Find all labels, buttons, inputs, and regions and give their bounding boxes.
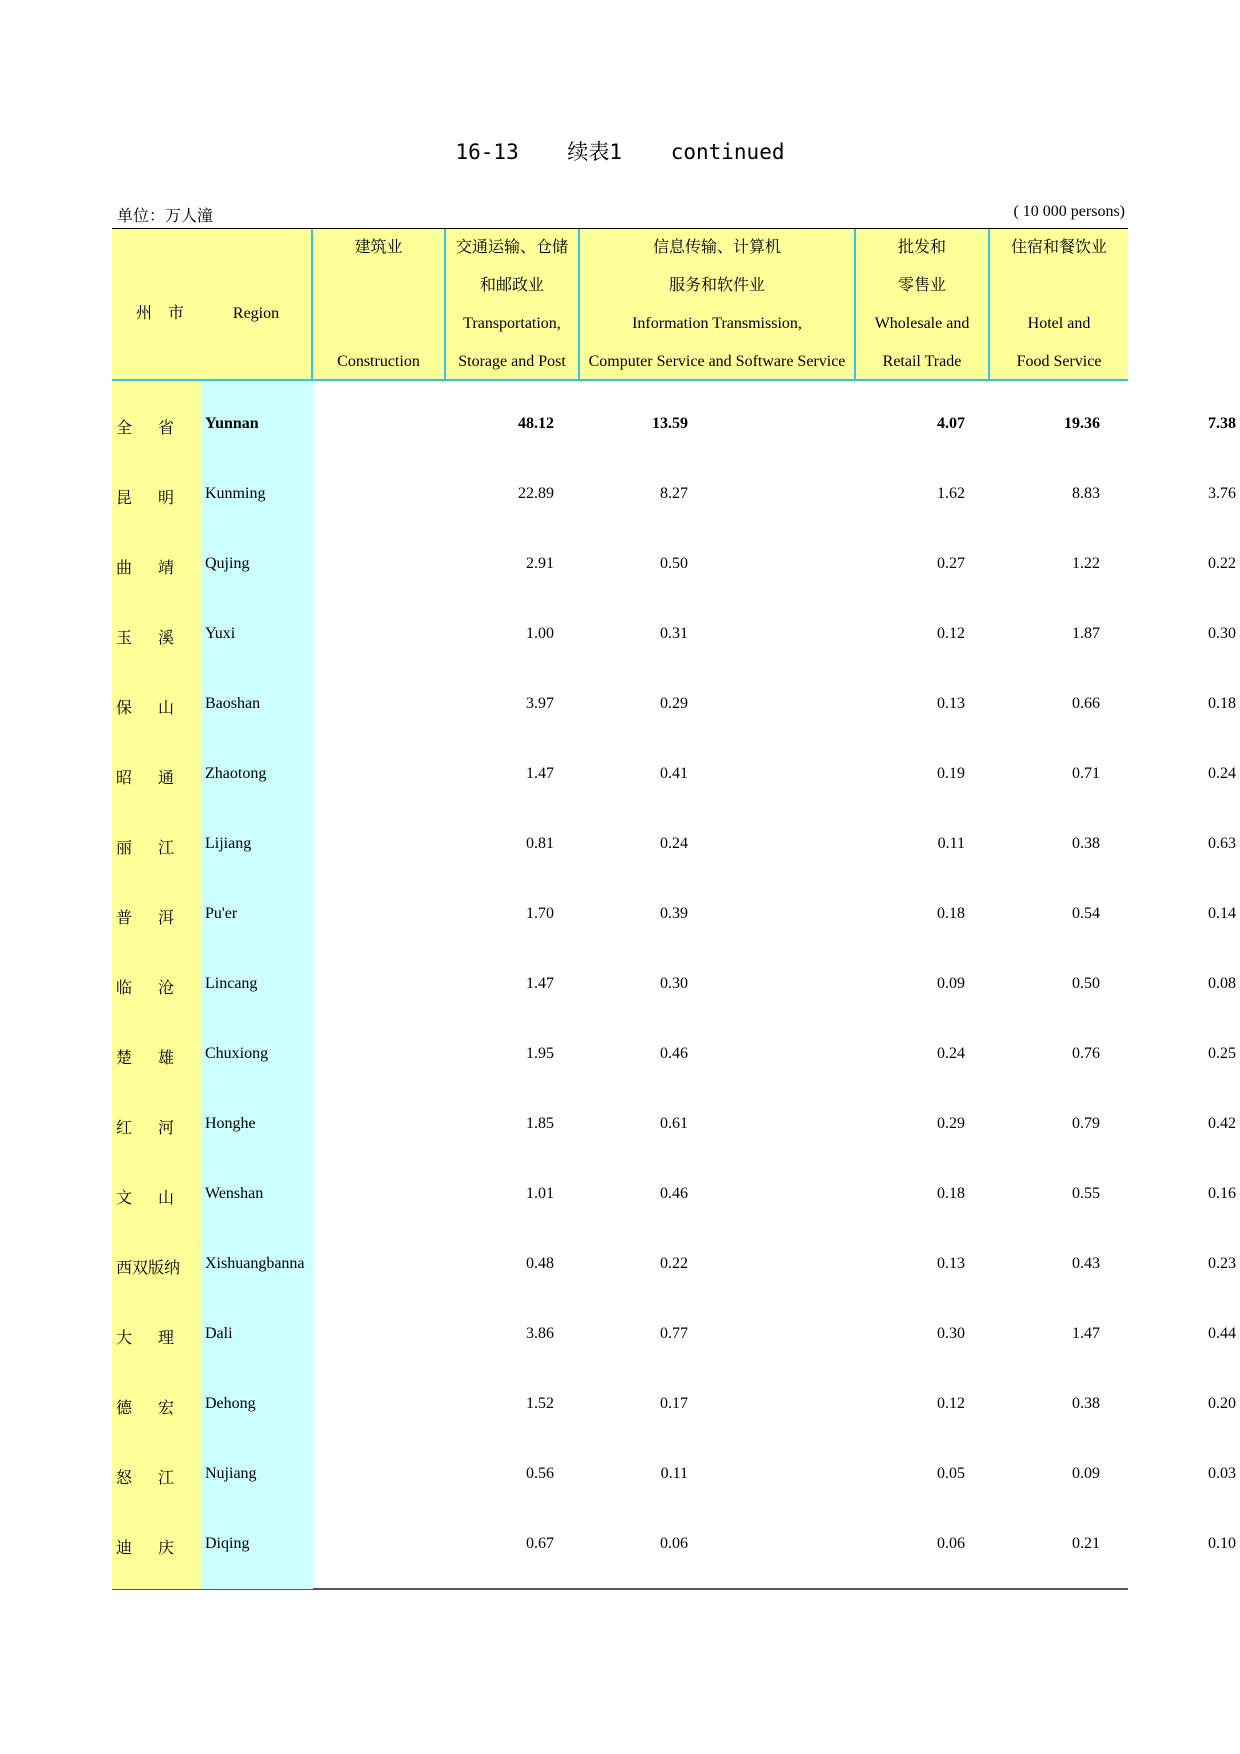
value-transport: 0.29 [660,695,688,712]
value-wholesale: 0.43 [1072,1255,1100,1272]
region-name-zh: 曲 靖 [116,560,174,577]
data-table [112,228,1236,1590]
value-hotel: 0.25 [1208,1045,1236,1062]
header-transport-en2: Storage and Post [458,353,566,370]
region-name-zh: 大 理 [116,1330,174,1347]
header-info-zh2: 服务和软件业 [668,277,765,294]
table-row [112,392,1236,462]
value-wholesale: 0.55 [1072,1185,1100,1202]
value-info-service: 0.13 [937,695,965,712]
value-wholesale: 0.50 [1072,975,1100,992]
value-transport: 0.30 [660,975,688,992]
value-info-service: 0.12 [937,1395,965,1412]
value-construction: 1.47 [526,765,554,782]
page-title [0,136,1240,166]
value-construction: 1.70 [526,905,554,922]
value-hotel: 0.03 [1208,1465,1236,1482]
table-row [112,1232,1236,1302]
header-hotel-en1: Hotel and [1027,315,1091,332]
value-construction: 2.91 [526,555,554,572]
value-wholesale: 0.79 [1072,1115,1100,1132]
table-row [112,672,1236,742]
value-construction: 22.89 [518,485,554,502]
value-hotel: 0.20 [1208,1395,1236,1412]
table-row [112,1372,1236,1442]
region-name-en: Xishuangbanna [205,1255,305,1272]
value-transport: 0.22 [660,1255,688,1272]
header-transport-zh2: 和邮政业 [479,277,544,294]
value-info-service: 0.12 [937,625,965,642]
region-name-en: Yunnan [205,415,259,432]
value-construction: 0.67 [526,1535,554,1552]
region-name-zh: 丽 江 [116,840,174,857]
value-info-service: 0.09 [937,975,965,992]
table-row [112,532,1236,602]
region-name-zh: 昆 明 [116,490,174,507]
table-row [112,742,1236,812]
value-wholesale: 8.83 [1072,485,1100,502]
value-construction: 1.95 [526,1045,554,1062]
region-name-zh: 怒 江 [116,1470,174,1487]
value-wholesale: 0.54 [1072,905,1100,922]
table-row [112,882,1236,952]
value-construction: 48.12 [518,415,554,432]
table-row [112,1302,1236,1372]
value-transport: 13.59 [652,415,688,432]
value-info-service: 0.27 [937,555,965,572]
value-hotel: 0.08 [1208,975,1236,992]
value-hotel: 0.63 [1208,835,1236,852]
region-name-en: Pu'er [205,905,238,922]
region-name-zh: 保 山 [116,700,174,717]
value-construction: 1.00 [526,625,554,642]
header-construction-zh: 建筑业 [354,239,403,256]
value-info-service: 0.29 [937,1115,965,1132]
value-construction: 3.86 [526,1325,554,1342]
header-wholesale-en2: Retail Trade [882,353,962,370]
value-transport: 0.17 [660,1395,688,1412]
unit-label-en: ( 10 000 persons) [1013,203,1125,220]
value-hotel: 0.16 [1208,1185,1236,1202]
region-name-en: Kunming [205,485,266,502]
region-name-zh: 红 河 [116,1120,174,1137]
table-row [112,602,1236,672]
region-name-en: Lincang [205,975,258,992]
table-row [112,1162,1236,1232]
table-row [112,1512,1236,1582]
value-info-service: 0.18 [937,1185,965,1202]
value-wholesale: 0.71 [1072,765,1100,782]
value-construction: 3.97 [526,695,554,712]
unit-label-zh: 单位：万人潼 [117,208,214,225]
value-hotel: 0.44 [1208,1325,1236,1342]
value-info-service: 0.19 [937,765,965,782]
value-hotel: 0.24 [1208,765,1236,782]
region-name-zh: 玉 溪 [116,630,174,647]
header-info-zh1: 信息传输、计算机 [652,239,781,256]
value-transport: 0.24 [660,835,688,852]
table-row [112,462,1236,532]
region-name-en: Dehong [205,1395,256,1412]
value-construction: 0.56 [526,1465,554,1482]
value-construction: 0.81 [526,835,554,852]
value-wholesale: 1.87 [1072,625,1100,642]
value-info-service: 0.05 [937,1465,965,1482]
value-wholesale: 0.38 [1072,835,1100,852]
value-transport: 0.77 [660,1325,688,1342]
value-wholesale: 1.47 [1072,1325,1100,1342]
value-wholesale: 0.38 [1072,1395,1100,1412]
value-hotel: 7.38 [1208,415,1236,432]
value-info-service: 4.07 [937,415,965,432]
value-hotel: 0.30 [1208,625,1236,642]
region-name-zh: 西双版纳 [116,1260,181,1277]
header-construction-en: Construction [337,353,420,370]
region-name-en: Baoshan [205,695,261,712]
header-region-zh: 州 市 [135,305,184,322]
value-transport: 0.39 [660,905,688,922]
region-name-zh: 临 沧 [116,980,174,997]
value-construction: 0.48 [526,1255,554,1272]
value-wholesale: 19.36 [1064,415,1100,432]
title-continued-en: continued [670,140,785,164]
region-name-en: Chuxiong [205,1045,269,1062]
value-transport: 0.50 [660,555,688,572]
table-row [112,1022,1236,1092]
value-wholesale: 1.22 [1072,555,1100,572]
value-info-service: 0.24 [937,1045,965,1062]
value-hotel: 3.76 [1208,485,1236,502]
region-name-en: Wenshan [205,1185,264,1202]
value-wholesale: 0.66 [1072,695,1100,712]
header-transport-zh1: 交通运输、仓储 [455,239,568,256]
value-hotel: 0.18 [1208,695,1236,712]
value-wholesale: 0.76 [1072,1045,1100,1062]
region-name-en: Lijiang [205,835,252,852]
title-continued-zh: 续表1 [567,140,623,164]
region-name-en: Nujiang [205,1465,257,1482]
value-wholesale: 0.09 [1072,1465,1100,1482]
region-name-en: Dali [205,1325,233,1342]
value-transport: 0.31 [660,625,688,642]
table-code: 16-13 [455,140,519,164]
table-row [112,1442,1236,1512]
table-row [112,952,1236,1022]
value-info-service: 0.11 [937,835,965,852]
value-construction: 1.52 [526,1395,554,1412]
value-info-service: 0.30 [937,1325,965,1342]
region-name-en: Honghe [205,1115,256,1132]
value-info-service: 0.06 [937,1535,965,1552]
value-hotel: 0.42 [1208,1115,1236,1132]
value-construction: 1.47 [526,975,554,992]
table-row [112,812,1236,882]
region-name-en: Qujing [205,555,250,572]
header-region-en: Region [232,305,280,322]
table-row [112,1092,1236,1162]
header-info-en1: Information Transmission, [632,315,802,332]
value-hotel: 0.22 [1208,555,1236,572]
value-info-service: 1.62 [937,485,965,502]
value-wholesale: 0.21 [1072,1535,1100,1552]
region-name-zh: 楚 雄 [116,1050,174,1067]
value-transport: 0.11 [660,1465,688,1482]
header-hotel-zh: 住宿和餐饮业 [1010,239,1107,256]
header-wholesale-zh1: 批发和 [897,239,946,256]
value-transport: 0.06 [660,1535,688,1552]
header-info-en2: Computer Service and Software Service [588,353,846,370]
region-name-en: Diqing [205,1535,250,1552]
header-wholesale-en1: Wholesale and [874,315,970,332]
header-wholesale-zh2: 零售业 [897,277,946,294]
value-transport: 0.46 [660,1045,688,1062]
value-hotel: 0.10 [1208,1535,1236,1552]
value-transport: 0.46 [660,1185,688,1202]
value-info-service: 0.13 [937,1255,965,1272]
region-name-zh: 昭 通 [116,770,174,787]
value-transport: 8.27 [660,485,688,502]
value-info-service: 0.18 [937,905,965,922]
region-name-zh: 迪 庆 [116,1540,174,1557]
header-hotel-en2: Food Service [1016,353,1102,370]
region-name-zh: 普 洱 [116,910,174,927]
region-name-zh: 全 省 [116,420,174,437]
region-name-zh: 德 宏 [116,1400,174,1417]
value-hotel: 0.14 [1208,905,1236,922]
value-transport: 0.41 [660,765,688,782]
region-name-en: Yuxi [205,625,236,642]
value-hotel: 0.23 [1208,1255,1236,1272]
header-transport-en1: Transportation, [463,315,561,332]
region-name-en: Zhaotong [205,765,267,782]
value-transport: 0.61 [660,1115,688,1132]
value-construction: 1.01 [526,1185,554,1202]
value-construction: 1.85 [526,1115,554,1132]
region-name-zh: 文 山 [116,1190,174,1207]
